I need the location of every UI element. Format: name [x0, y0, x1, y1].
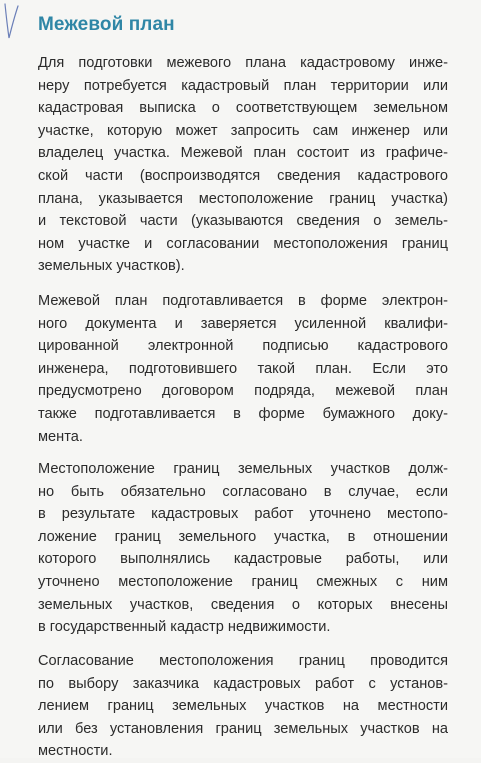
- text-line: по выбору заказчика кадастровых работ с установ-: [38, 675, 448, 692]
- text-line: уточнено местоположение границ смежных с ним: [38, 573, 448, 590]
- text-line: неру потребуется кадастровый план территории или: [38, 77, 448, 94]
- text-line: ного документа и заверяется усиленной квалифи-: [38, 315, 448, 332]
- text-line: цированной электронной подписью кадастрового: [38, 338, 448, 355]
- paragraph-2: [38, 290, 448, 448]
- text-line: ном участке и согласовании местоположения границ: [38, 235, 448, 252]
- text-line: инженера, подготовившего такой план. Если это: [38, 360, 448, 377]
- text-line: ложение границ земельного участка, в отношении: [38, 528, 448, 545]
- text-line: или без установления границ земельных участков на: [38, 720, 448, 737]
- text-line: плана, указывается местоположение границ участка): [38, 190, 448, 207]
- text-line: кадастровая выписка о соответствующем земельном: [38, 100, 448, 117]
- text-line: Межевой план подготавливается в форме электрон-: [38, 293, 448, 309]
- text-line: предусмотрено договором подряда, межевой план: [38, 383, 448, 400]
- text-line: Для подготовки межевого плана кадастровому инже-: [38, 55, 448, 71]
- text-line: но быть обязательно согласовано в случае, если: [38, 483, 448, 500]
- text-line: Местоположение границ земельных участков долж-: [38, 461, 448, 477]
- text-line: также подготавливается в форме бумажного доку-: [38, 405, 448, 422]
- page-title: Межевой план: [38, 14, 175, 35]
- pen-mark-icon: [0, 0, 20, 45]
- text-line: мента.: [38, 428, 83, 445]
- text-line: в государственный кадастр недвижимости.: [38, 619, 331, 636]
- text-line: земельных участков, сведения о которых внесены: [38, 596, 448, 613]
- text-line: Согласование местоположения границ проводится: [38, 653, 448, 669]
- text-line: владелец участка. Межевой план состоит из графиче-: [38, 145, 448, 162]
- paragraph-3: [38, 458, 448, 639]
- paragraph-1: [38, 52, 448, 278]
- paragraph-4: [38, 650, 448, 763]
- text-line: земельных участков).: [38, 258, 185, 275]
- text-line: которого выполнялись кадастровые работы, или: [38, 551, 448, 568]
- text-line: участке, которую может запросить сам инженер или: [38, 122, 448, 139]
- text-line: лением границ земельных участков на местности: [38, 698, 448, 715]
- text-line: и текстовой части (указываются сведения о земель-: [38, 213, 448, 230]
- text-line: местности.: [38, 743, 113, 760]
- text-line: в результате кадастровых работ уточнено местопо-: [38, 506, 448, 523]
- text-line: ской части (воспроизводятся сведения кадастрового: [38, 167, 448, 184]
